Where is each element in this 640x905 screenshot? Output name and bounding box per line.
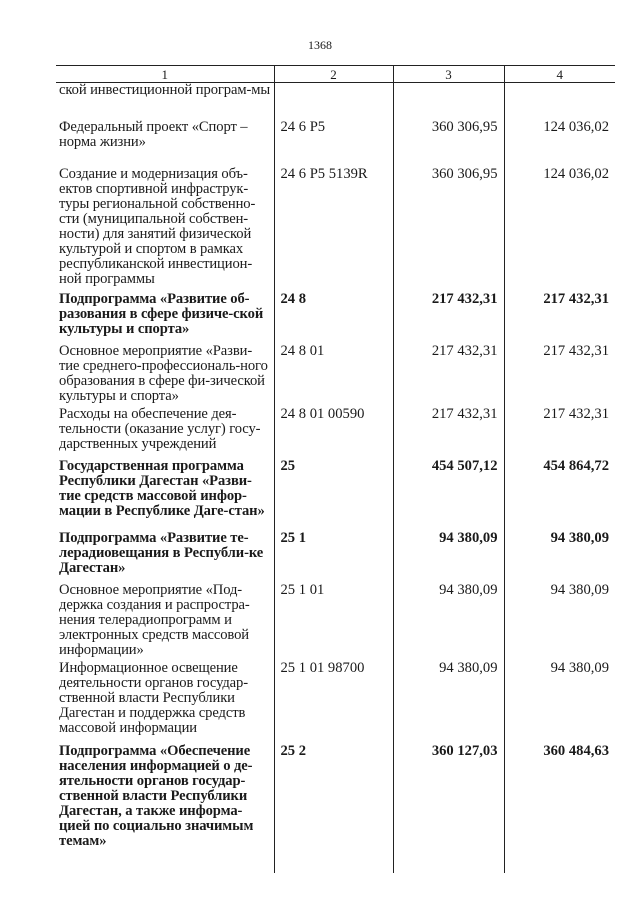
row-value-cell-4: 217 432,31 (504, 407, 615, 459)
row-code-cell: 25 1 (274, 531, 393, 583)
row-value-cell-3 (393, 83, 504, 120)
table-row (56, 83, 615, 120)
row-value-cell-3: 360 127,03 (393, 744, 504, 873)
row-name-cell: Создание и модернизация объ-ектов спортивной инфраструк-туры региональной собственно-сти (муниципальной собствен-ности) для занятий физической культурой и спортом в рамках республиканской инвестицион-ной программы (59, 165, 256, 287)
column-header-2: 2 (274, 66, 393, 83)
row-value-cell-3: 454 507,12 (393, 459, 504, 531)
row-code-cell: 25 1 01 (274, 583, 393, 661)
row-code-cell: 24 8 (274, 292, 393, 344)
row-code-cell: 24 8 01 (274, 344, 393, 407)
row-value-cell-3: 360 306,95 (393, 167, 504, 292)
budget-table (56, 65, 615, 873)
row-code-cell: 24 8 01 00590 (274, 407, 393, 459)
table-body (56, 83, 615, 873)
row-code-cell: 25 (274, 459, 393, 531)
row-value-cell-4 (504, 83, 615, 120)
row-value-cell-3: 94 380,09 (393, 661, 504, 744)
column-header-3: 3 (393, 66, 504, 83)
row-value-cell-3: 94 380,09 (393, 531, 504, 583)
row-name-cell: Государственная программа Республики Дагестан «Разви-тие средств массовой инфор-мации в Республике Даге-стан» (59, 457, 265, 519)
row-value-cell-4: 124 036,02 (504, 167, 615, 292)
row-name-cell: Расходы на обеспечение дея-тельности (оказание услуг) госу-дарственных учреждений (59, 405, 261, 452)
table-row (56, 167, 615, 292)
row-value-cell-4: 454 864,72 (504, 459, 615, 531)
table-row (56, 744, 615, 873)
table-row (56, 661, 615, 744)
row-code-cell (274, 83, 393, 120)
row-name-cell: Подпрограмма «Развитие те-лерадиовещания в Республи-ке Дагестан» (59, 529, 264, 576)
row-code-cell: 24 6 P5 (274, 120, 393, 167)
table-row (56, 531, 615, 583)
row-value-cell-4: 94 380,09 (504, 661, 615, 744)
row-value-cell-4: 94 380,09 (504, 531, 615, 583)
row-value-cell-3: 217 432,31 (393, 292, 504, 344)
table-header-row (56, 66, 615, 83)
row-name-cell: Федеральный проект «Спорт – норма жизни» (59, 118, 248, 150)
row-code-cell: 24 6 P5 5139R (274, 167, 393, 292)
row-value-cell-4: 217 432,31 (504, 292, 615, 344)
table-row (56, 120, 615, 167)
page-number: 1368 (308, 38, 332, 52)
row-name-cell: Подпрограмма «Обеспечение населения информацией о де-ятельности органов государ-ственной власти Республики Дагестан, а также информа-цией по социально значимым темам» (59, 742, 254, 849)
row-name-cell: Основное мероприятие «Под-держка создания и распростра-нения телерадиопрограмм и электронных средств массовой информации» (59, 581, 250, 658)
row-code-cell: 25 1 01 98700 (274, 661, 393, 744)
row-value-cell-3: 217 432,31 (393, 407, 504, 459)
row-value-cell-3: 360 306,95 (393, 120, 504, 167)
row-value-cell-4: 360 484,63 (504, 744, 615, 873)
table-row (56, 407, 615, 459)
row-value-cell-4: 124 036,02 (504, 120, 615, 167)
column-header-1: 1 (56, 66, 274, 83)
table-row (56, 344, 615, 407)
row-name-cell: ской инвестиционной програм-мы (59, 82, 271, 98)
table-row (56, 459, 615, 531)
row-code-cell: 25 2 (274, 744, 393, 873)
row-name-cell: Информационное освещение деятельности органов государ-ственной власти Республики Дагестан и поддержка средств массовой информации (59, 659, 248, 736)
row-name-cell: Основное мероприятие «Разви-тие среднего-профессиональ-ного образования в сфере фи-зической культуры и спорта» (59, 342, 268, 404)
table-row (56, 583, 615, 661)
column-header-4: 4 (504, 66, 615, 83)
row-value-cell-3: 94 380,09 (393, 583, 504, 661)
row-value-cell-4: 94 380,09 (504, 583, 615, 661)
row-value-cell-3: 217 432,31 (393, 344, 504, 407)
table-row (56, 292, 615, 344)
row-name-cell: Подпрограмма «Развитие об-разования в сфере физиче-ской культуры и спорта» (59, 290, 264, 337)
row-value-cell-4: 217 432,31 (504, 344, 615, 407)
